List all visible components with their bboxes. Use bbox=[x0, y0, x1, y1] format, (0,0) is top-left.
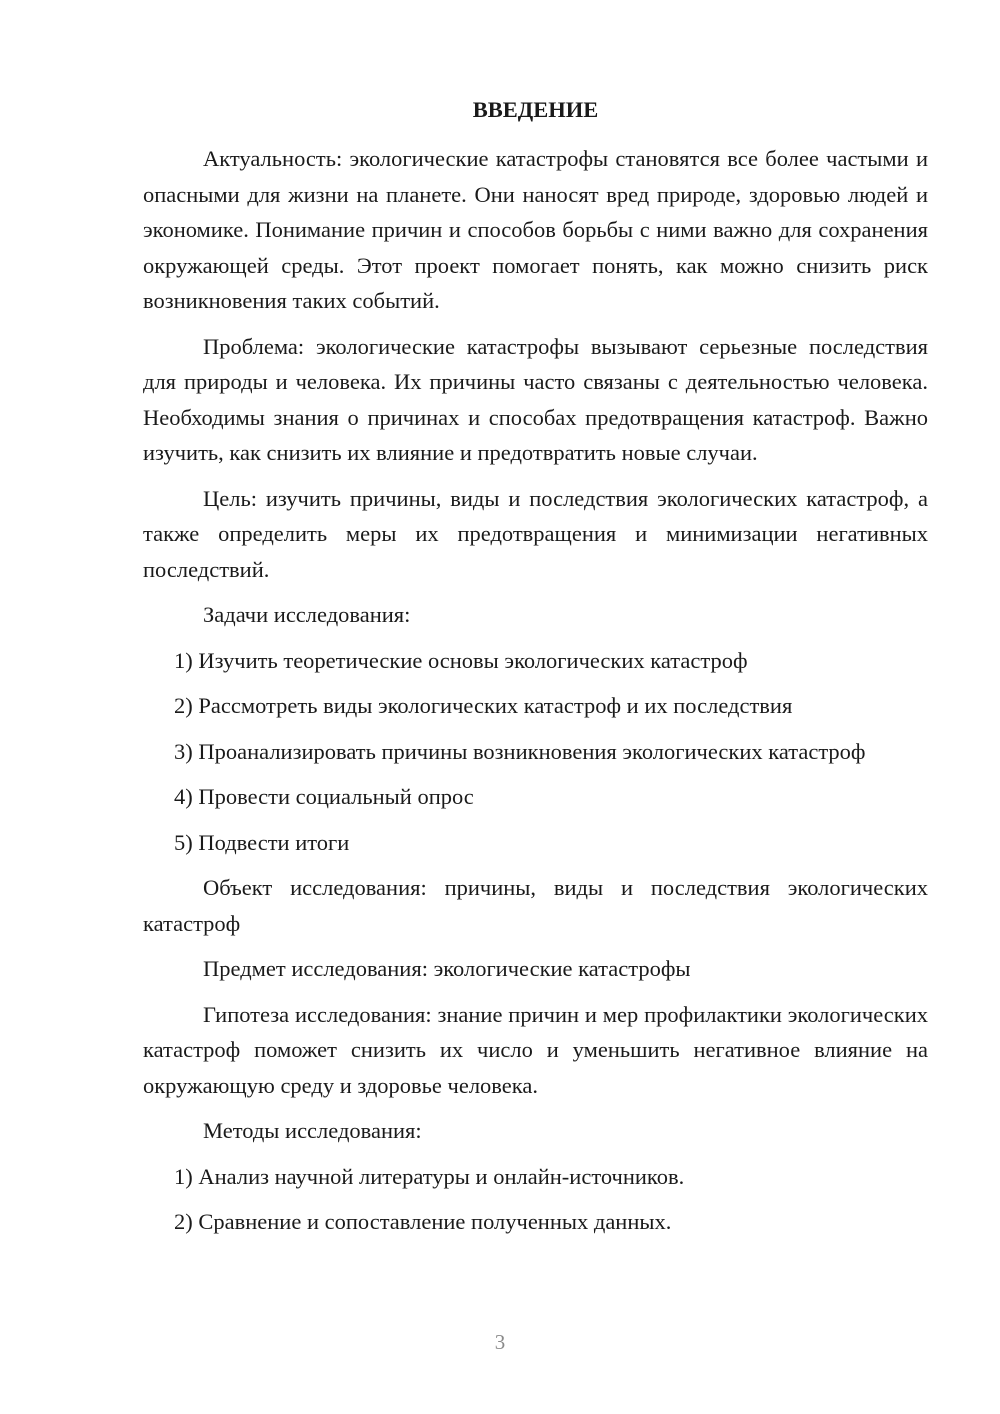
document-page bbox=[143, 95, 928, 1250]
method-item: 1) Анализ научной литературы и онлайн-источников. bbox=[174, 1163, 685, 1189]
task-item: 4) Провести социальный опрос bbox=[174, 784, 474, 809]
tasks-heading: Задачи исследования: bbox=[203, 602, 411, 627]
problem-paragraph: Проблема: экологические катастрофы вызывают серьезные последствия для природы и человека. Их причины часто связаны с деятельностью человека. Необходимы знания о причинах и способах предотвращения катастроф. Важно изучить, как снизить их влияние и предотвратить новые случаи. bbox=[143, 333, 928, 465]
task-item: 1) Изучить теоретические основы экологических катастроф bbox=[174, 647, 748, 673]
methods-heading: Методы исследования: bbox=[203, 1118, 422, 1143]
page-number: 3 bbox=[494, 1330, 506, 1354]
relevance-paragraph: Актуальность: экологические катастрофы становятся все более частыми и опасными для жизни на планете. Они наносят вред природе, здоровью людей и экономике. Понимание причин и способов борьбы с ними важно для сохранения окружающей среды. Этот проект помогает понять, как можно снизить риск возникновения таких событий. bbox=[143, 146, 928, 313]
section-title: ВВЕДЕНИЕ bbox=[472, 97, 599, 122]
task-item: 2) Рассмотреть виды экологических катастроф и их последствия bbox=[174, 693, 793, 718]
subject-paragraph: Предмет исследования: экологические катастрофы bbox=[203, 956, 691, 981]
task-item: 3) Проанализировать причины возникновения экологических катастроф bbox=[174, 738, 866, 764]
method-item: 2) Сравнение и сопоставление полученных данных. bbox=[174, 1209, 672, 1234]
task-item: 5) Подвести итоги bbox=[174, 829, 350, 855]
goal-paragraph: Цель: изучить причины, виды и последствия экологических катастроф, а также определить меры их предотвращения и минимизации негативных последствий. bbox=[143, 485, 928, 582]
hypothesis-paragraph: Гипотеза исследования: знание причин и мер профилактики экологических катастроф поможет снизить их число и уменьшить негативное влияние на окружающую среду и здоровье человека. bbox=[143, 1001, 928, 1098]
object-paragraph: Объект исследования: причины, виды и последствия экологических катастроф bbox=[143, 875, 928, 936]
